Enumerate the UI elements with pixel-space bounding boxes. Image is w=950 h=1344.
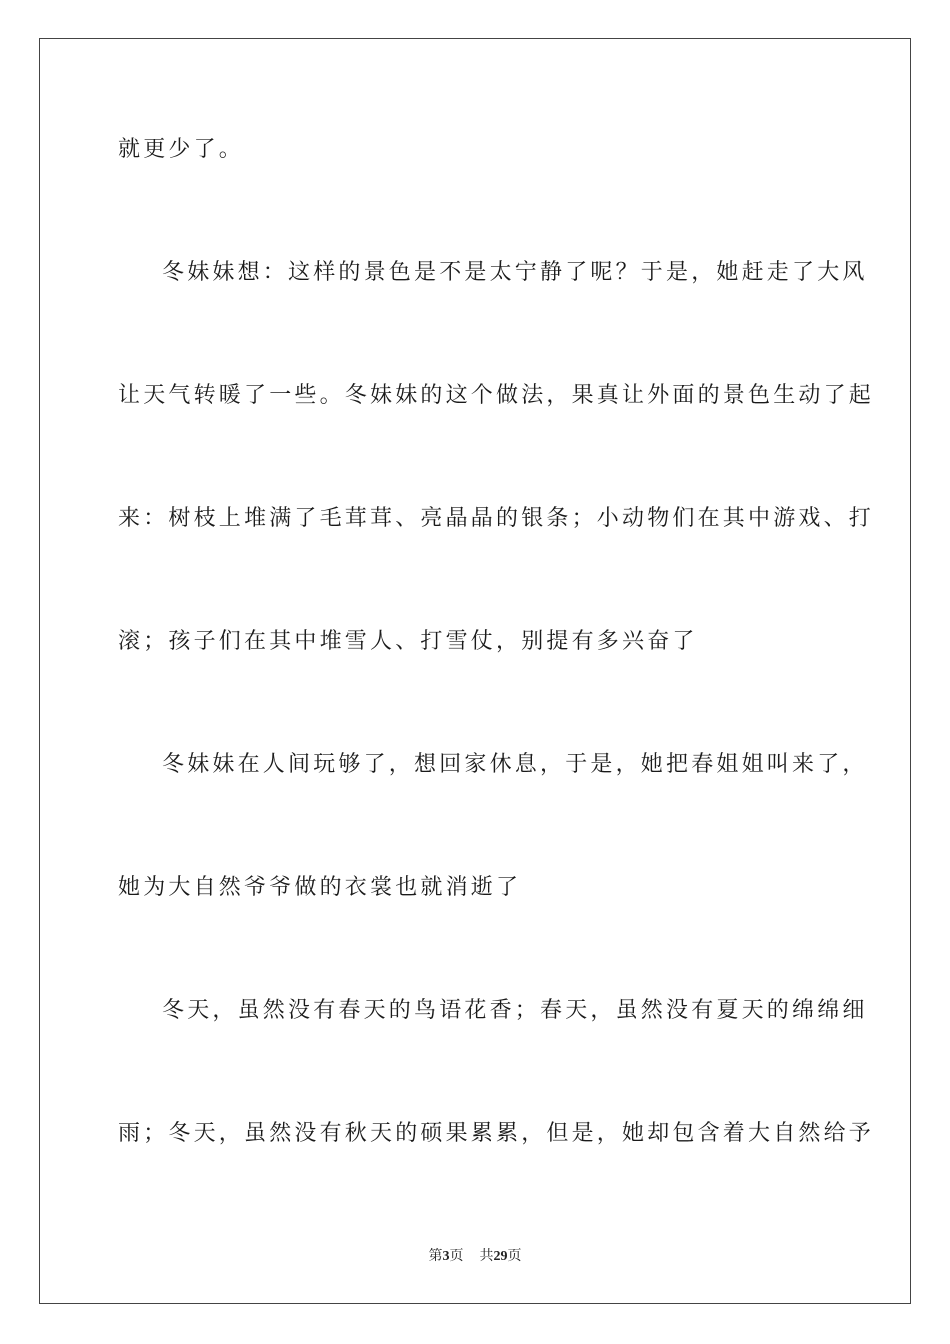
page-border [39,38,911,1304]
paragraph-line: 就更少了。 [118,137,245,162]
total-suffix: 页 [507,1249,522,1264]
paragraph-line: 冬妹妹在人间玩够了，想回家休息，于是，她把春姐姐叫来了， [162,752,868,777]
paragraph-line: 冬天，虽然没有春天的鸟语花香；春天，虽然没有夏天的绵绵细 [162,998,868,1023]
total-pages: 29 [493,1249,508,1264]
paragraph-line: 滚；孩子们在其中堆雪人、打雪仗，别提有多兴奋了 [118,629,698,654]
paragraph-line: 她为大自然爷爷做的衣裳也就消逝了 [118,875,522,900]
paragraph-line: 来：树枝上堆满了毛茸茸、亮晶晶的银条；小动物们在其中游戏、打 [118,506,875,531]
paragraph-line: 冬妹妹想：这样的景色是不是太宁静了呢？于是，她赶走了大风 [162,260,868,285]
page-footer [0,1248,950,1266]
page-prefix: 第 [428,1249,443,1264]
total-prefix: 共 [479,1249,494,1264]
page-number: 3 [442,1249,450,1264]
page-suffix: 页 [449,1249,464,1264]
paragraph-line: 雨；冬天，虽然没有秋天的硕果累累，但是，她却包含着大自然给予 [118,1121,875,1146]
paragraph-line: 让天气转暖了一些。冬妹妹的这个做法，果真让外面的景色生动了起 [118,383,875,408]
